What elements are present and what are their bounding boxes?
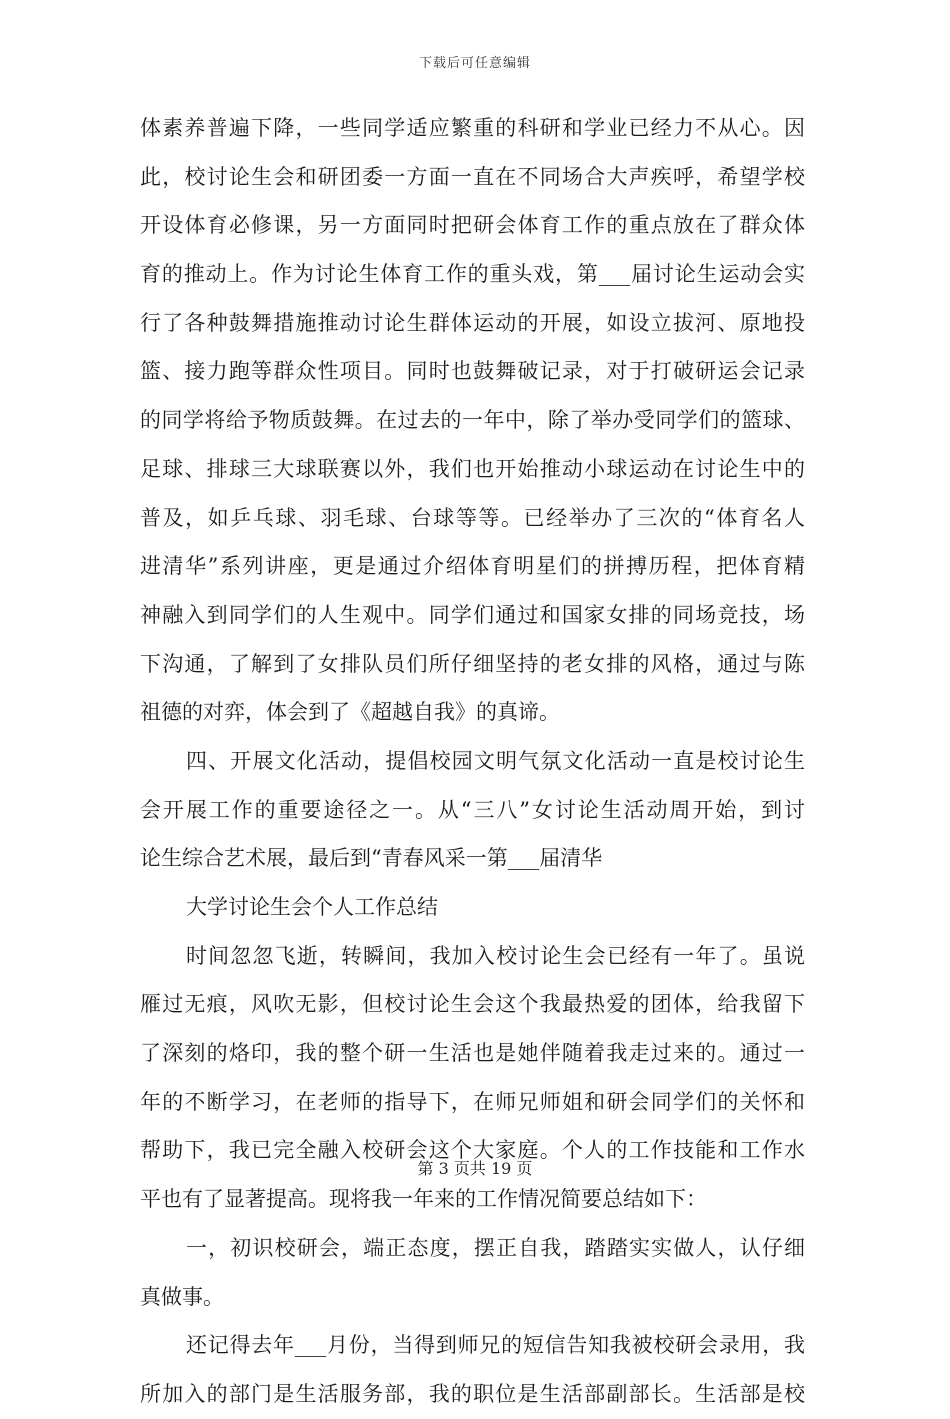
text-line: 下沟通，了解到了女排队员们所仔细坚持的老女排的风格，通过与陈: [140, 651, 805, 676]
text-line: 论生综合艺术展，最后到“青春风采一第___届清华: [140, 846, 603, 871]
text-line: 时间忽忽飞逝，转瞬间，我加入校讨论生会已经有一年了。虽说: [186, 943, 805, 968]
text-line: 一，初识校研会，端正态度，摆正自我，踏踏实实做人，认仔细: [186, 1235, 805, 1260]
text-line: 足球、排球三大球联赛以外，我们也开始推动小球运动在讨论生中的: [140, 456, 805, 481]
text-line: 祖德的对弈，体会到了《超越自我》的真谛。: [140, 700, 560, 725]
text-line: 平也有了显著提高。现将我一年来的工作情况简要总结如下：: [140, 1187, 707, 1212]
text-line: 行了各种鼓舞措施推动讨论生群体运动的开展，如设立拔河、原地投: [140, 310, 805, 335]
text-line: 普及，如乒乓球、羽毛球、台球等等。已经举办了三次的“体育名人: [140, 505, 805, 530]
text-line: 篮、接力跑等群众性项目。同时也鼓舞破记录，对于打破研运会记录: [140, 359, 805, 384]
text-line: 开设体育必修课，另一方面同时把研会体育工作的重点放在了群众体: [140, 213, 805, 238]
text-line: 所加入的部门是生活服务部，我的职位是生活部副部长。生活部是校: [140, 1381, 805, 1406]
text-line: 神融入到同学们的人生观中。同学们通过和国家女排的同场竞技，场: [140, 602, 805, 627]
text-line: 了深刻的烙印，我的整个研一生活也是她伴随着我走过来的。通过一: [140, 1041, 805, 1066]
text-line: 四、开展文化活动，提倡校园文明气氛文化活动一直是校讨论生: [186, 748, 805, 773]
text-line: 育的推动上。作为讨论生体育工作的重头戏，第___届讨论生运动会实: [140, 262, 805, 287]
text-line: 的同学将给予物质鼓舞。在过去的一年中，除了举办受同学们的篮球、: [140, 408, 805, 433]
text-line: 会开展工作的重要途径之一。从“三八”女讨论生活动周开始，到讨: [140, 797, 805, 822]
document-body: [140, 104, 805, 1419]
page-footer: 第 3 页共 19 页: [417, 1159, 533, 1178]
text-line: 还记得去年___月份，当得到师兄的短信告知我被校研会录用，我: [186, 1333, 805, 1358]
text-line: 帮助下，我已完全融入校研会这个大家庭。个人的工作技能和工作水: [140, 1138, 805, 1163]
text-line: 雁过无痕，风吹无影，但校讨论生会这个我最热爱的团体，给我留下: [140, 992, 805, 1017]
text-line: 年的不断学习，在老师的指导下，在师兄师姐和研会同学们的关怀和: [140, 1089, 805, 1114]
text-line: 体素养普遍下降，一些同学适应繁重的科研和学业已经力不从心。因: [140, 116, 805, 140]
text-line: 进清华”系列讲座，更是通过介绍体育明星们的拼搏历程，把体育精: [140, 554, 805, 579]
text-line: 真做事。: [140, 1284, 224, 1309]
page-header: 下载后可任意编辑: [418, 56, 531, 71]
text-line: 此，校讨论生会和研团委一方面一直在不同场合大声疾呼，希望学校: [140, 164, 805, 189]
text-line: 大学讨论生会个人工作总结: [186, 895, 438, 919]
